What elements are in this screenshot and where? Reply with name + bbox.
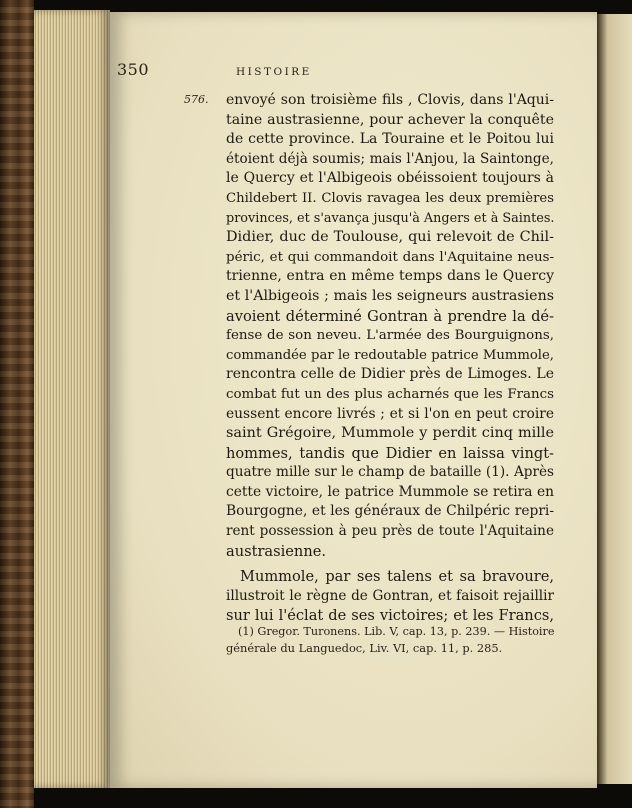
footnote-line: générale du Languedoc, Liv. VI, cap. 11, p. 285. [226, 641, 503, 655]
text-line: provinces, et s'avança jusqu'à Angers et à Saintes. [226, 210, 555, 226]
text-line: péric, et qui commandoit dans l'Aquitaine neus- [226, 249, 554, 265]
text-line: illustroit le règne de Gontran, et faisoit rejaillir [226, 587, 554, 604]
footnote-line: (1) Gregor. Turonens. Lib. V, cap. 13, p. 239. — Histoire [238, 625, 555, 638]
margin-date: 576. [184, 93, 209, 106]
page-header [117, 60, 437, 82]
text-line: Childebert II. Clovis ravagea les deux premières [226, 190, 554, 206]
text-line: rencontra celle de Didier près de Limoges. Le [226, 366, 554, 383]
text-line: austrasienne. [226, 542, 326, 560]
text-line: rent possession à peu près de toute l'Aquitaine [226, 523, 554, 540]
text-line: le Quercy et l'Albigeois obéissoient toujours à [226, 170, 554, 187]
text-line: Didier, duc de Toulouse, qui relevoit de Chil- [226, 229, 554, 246]
text-line: quatre mille sur le champ de bataille (1). Après [226, 464, 554, 481]
body-text [226, 91, 554, 626]
page-number: 350 [117, 60, 150, 79]
text-line: hommes, tandis que Didier en laissa vingt- [226, 444, 554, 462]
facing-page-edge [597, 14, 632, 784]
text-line: commandée par le redoutable patrice Mummole, [226, 347, 554, 363]
text-line: fense de son neveu. L'armée des Bourguignons, [226, 328, 554, 344]
text-line: étoient déjà soumis; mais l'Anjou, la Saintonge, [226, 150, 554, 167]
text-line: combat fut un des plus acharnés que les Francs [226, 386, 554, 402]
text-line: saint Grégoire, Mummole y perdit cinq mille [226, 425, 554, 442]
text-line: eussent encore livrés ; et si l'on en peut croire [226, 405, 554, 422]
book-spine [0, 0, 34, 808]
page-edges [34, 10, 110, 788]
text-line: trienne, entra en même temps dans le Quercy [226, 268, 554, 285]
running-title: HISTOIRE [236, 66, 312, 78]
text-line: Mummole, par ses talens et sa bravoure, [240, 568, 554, 586]
text-line: sur lui l'éclat de ses victoires; et les Francs, [226, 607, 554, 625]
text-line: de cette province. La Touraine et le Poitou lui [226, 131, 554, 148]
text-line: et l'Albigeois ; mais les seigneurs austrasiens [226, 287, 554, 304]
text-line: envoyé son troisième fils , Clovis, dans l'Aqui- [226, 92, 554, 108]
text-line: taine austrasienne, pour achever la conquête [226, 111, 554, 128]
text-line: cette victoire, le patrice Mummole se retira en [226, 483, 554, 500]
text-line: Bourgogne, et les généraux de Chilpéric repri- [226, 503, 554, 520]
text-line: avoient déterminé Gontran à prendre la dé- [226, 307, 554, 325]
footnotes [226, 623, 554, 657]
